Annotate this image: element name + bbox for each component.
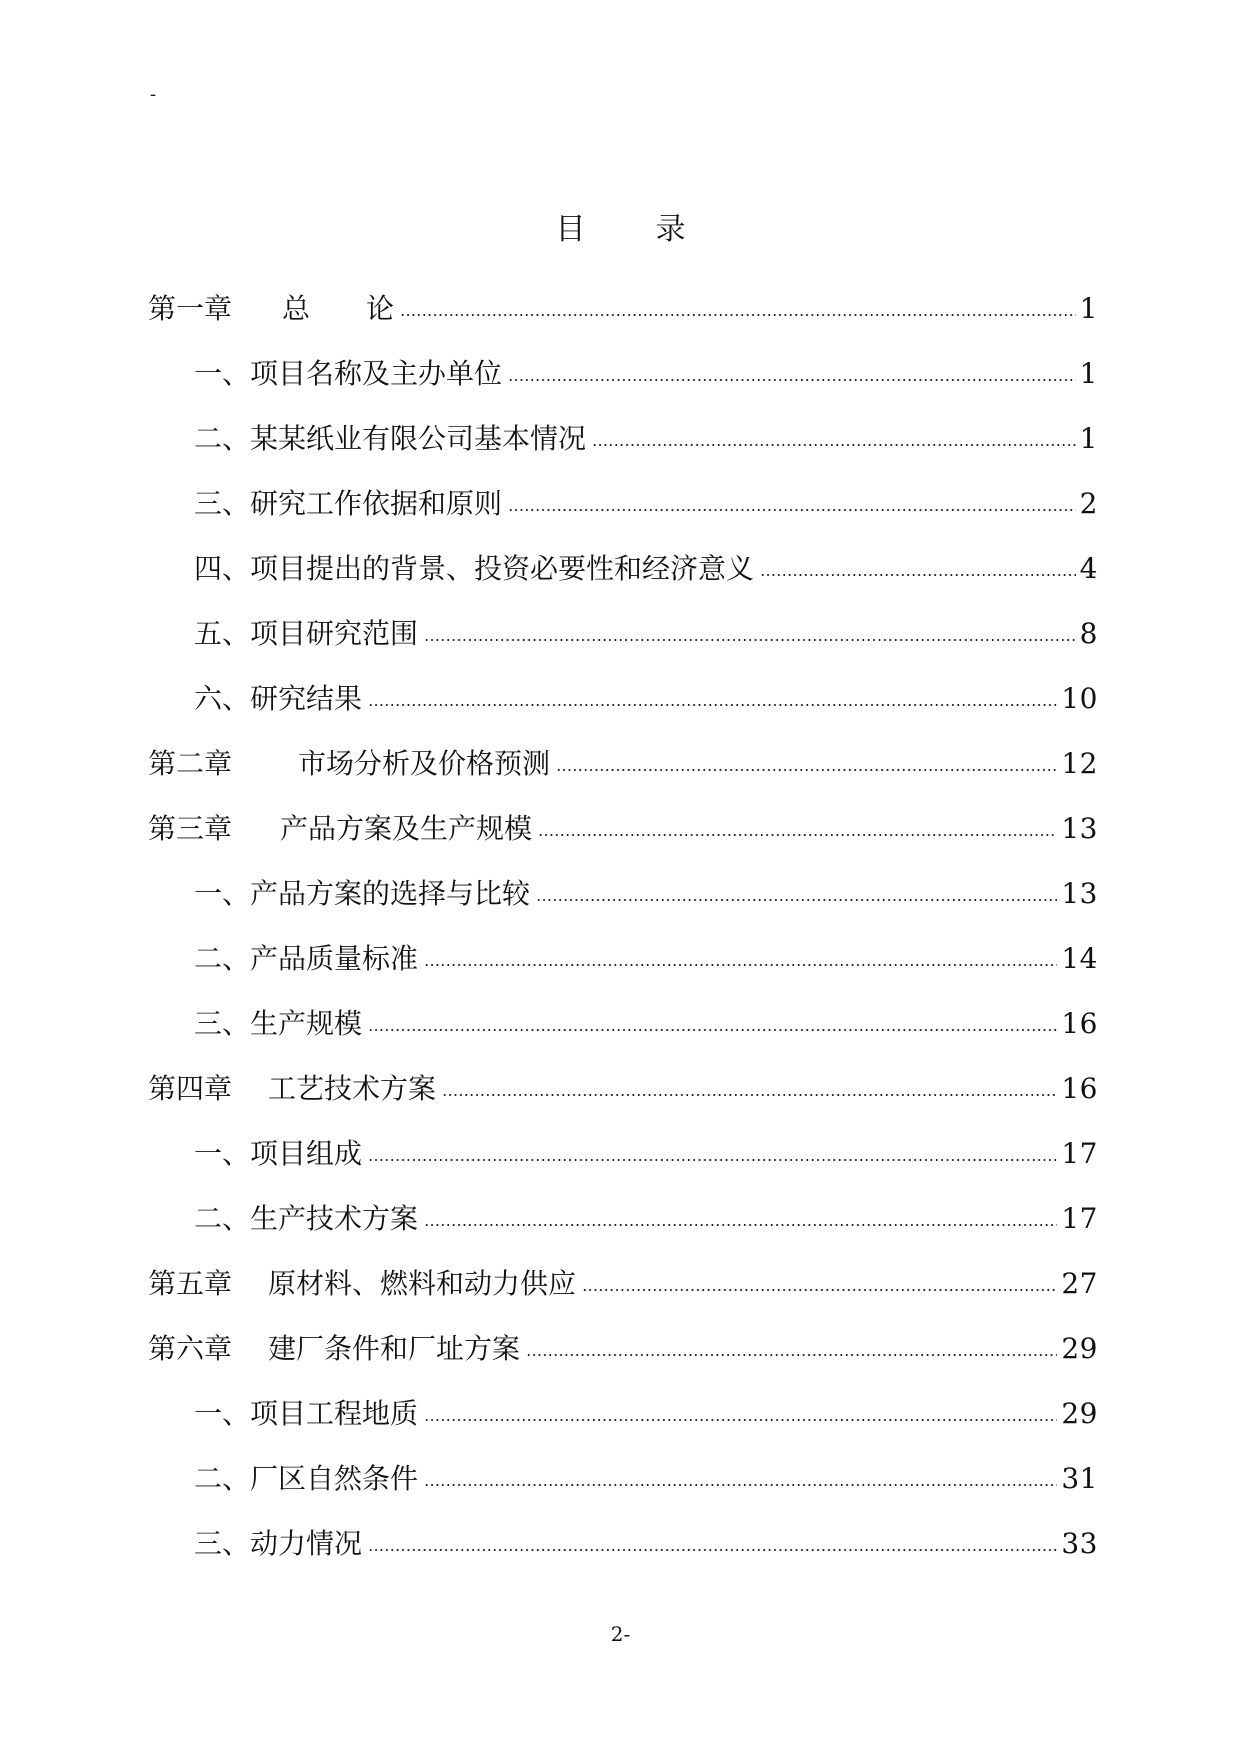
toc-page-number: 29 xyxy=(1061,1396,1098,1430)
toc-entry-text xyxy=(194,357,502,391)
toc-chapter-entry[interactable] xyxy=(148,1251,1098,1316)
dot-leader xyxy=(508,509,1076,511)
section-title: 四、项目提出的背景、投资必要性和经济意义 xyxy=(194,551,755,585)
toc-section-entry[interactable] xyxy=(148,1381,1098,1446)
toc-chapter-entry[interactable] xyxy=(148,731,1098,796)
toc-chapter-entry[interactable] xyxy=(148,1316,1098,1381)
section-title: 三、生产规模 xyxy=(194,1006,363,1040)
section-title: 一、项目名称及主办单位 xyxy=(194,356,503,390)
chapter-title: 原材料、燃料和动力供应 xyxy=(268,1266,577,1300)
toc-entry-text xyxy=(194,877,530,911)
toc-entry-text xyxy=(148,1072,436,1106)
dot-leader xyxy=(368,1159,1057,1161)
toc-entry-text xyxy=(148,747,550,781)
toc-page-number: 33 xyxy=(1061,1526,1098,1560)
toc-chapter-entry[interactable] xyxy=(148,796,1098,861)
dot-leader xyxy=(424,1419,1057,1421)
chapter-title: 市场分析及价格预测 xyxy=(298,746,551,780)
dot-leader xyxy=(556,769,1057,771)
dot-leader xyxy=(368,1549,1057,1551)
toc-entry-text xyxy=(194,552,754,586)
dot-leader xyxy=(508,379,1076,381)
toc-page-number: 1 xyxy=(1079,421,1098,455)
toc-page-number: 13 xyxy=(1061,876,1098,910)
dot-leader xyxy=(368,1029,1057,1031)
toc-entry-text xyxy=(194,617,418,651)
dot-leader xyxy=(442,1094,1057,1096)
toc-entry-text xyxy=(148,1332,520,1366)
toc-page-number: 2 xyxy=(1079,486,1098,520)
toc-entry-text xyxy=(194,1202,418,1236)
toc-title xyxy=(0,212,1241,248)
toc-page-number: 10 xyxy=(1061,681,1098,715)
toc-page-number: 1 xyxy=(1079,291,1098,325)
section-title: 三、研究工作依据和原则 xyxy=(194,486,503,520)
toc-page-number: 1 xyxy=(1079,356,1098,390)
section-title: 一、项目工程地质 xyxy=(194,1396,419,1430)
toc-entry-text xyxy=(194,1462,418,1496)
toc-entry-text xyxy=(148,292,394,326)
dot-leader xyxy=(424,964,1057,966)
toc-chapter-entry[interactable] xyxy=(148,276,1098,341)
toc-section-entry[interactable] xyxy=(148,1446,1098,1511)
dot-leader xyxy=(592,444,1076,446)
dot-leader xyxy=(582,1289,1057,1291)
toc-entry-text xyxy=(194,682,362,716)
toc-section-entry[interactable] xyxy=(148,1121,1098,1186)
toc-entry-text xyxy=(194,1137,362,1171)
toc-title-part1: 目 xyxy=(555,212,586,247)
toc-section-entry[interactable] xyxy=(148,601,1098,666)
toc-list xyxy=(148,276,1098,1576)
section-title: 六、研究结果 xyxy=(194,681,363,715)
chapter-title: 产品方案及生产规模 xyxy=(280,811,533,845)
toc-section-entry[interactable] xyxy=(148,471,1098,536)
toc-section-entry[interactable] xyxy=(148,991,1098,1056)
toc-page-number: 17 xyxy=(1061,1201,1098,1235)
toc-entry-text xyxy=(148,1267,576,1301)
chapter-title: 建厂条件和厂址方案 xyxy=(268,1331,521,1365)
dot-leader xyxy=(424,1484,1057,1486)
chapter-number: 第四章 xyxy=(148,1071,233,1105)
chapter-title: 工艺技术方案 xyxy=(268,1071,437,1105)
toc-section-entry[interactable] xyxy=(148,536,1098,601)
toc-chapter-entry[interactable] xyxy=(148,1056,1098,1121)
dot-leader xyxy=(526,1354,1057,1356)
chapter-title: 总 论 xyxy=(282,291,395,325)
dot-leader xyxy=(424,639,1076,641)
toc-page-number: 31 xyxy=(1061,1461,1098,1495)
toc-entry-text xyxy=(148,812,532,846)
toc-section-entry[interactable] xyxy=(148,861,1098,926)
section-title: 一、产品方案的选择与比较 xyxy=(194,876,531,910)
dot-leader xyxy=(400,314,1076,316)
toc-title-part2: 录 xyxy=(655,212,686,247)
toc-page-number: 16 xyxy=(1061,1006,1098,1040)
chapter-number: 第五章 xyxy=(148,1266,233,1300)
toc-page-number: 16 xyxy=(1061,1071,1098,1105)
chapter-number: 第六章 xyxy=(148,1331,233,1365)
toc-section-entry[interactable] xyxy=(148,1186,1098,1251)
dot-leader xyxy=(760,574,1076,576)
chapter-number: 第二章 xyxy=(148,746,233,780)
footer-page-number: 2- xyxy=(610,1622,631,1646)
section-title: 二、厂区自然条件 xyxy=(194,1461,419,1495)
toc-entry-text xyxy=(194,942,418,976)
toc-entry-text xyxy=(194,487,502,521)
section-title: 二、某某纸业有限公司基本情况 xyxy=(194,421,587,455)
toc-page-number: 17 xyxy=(1061,1136,1098,1170)
chapter-number: 第一章 xyxy=(148,291,233,325)
toc-section-entry[interactable] xyxy=(148,1511,1098,1576)
toc-page-number: 27 xyxy=(1061,1266,1098,1300)
dot-leader xyxy=(424,1224,1057,1226)
toc-page-number: 4 xyxy=(1079,551,1098,585)
section-title: 二、产品质量标准 xyxy=(194,941,419,975)
section-title: 五、项目研究范围 xyxy=(194,616,419,650)
toc-page-number: 14 xyxy=(1061,941,1098,975)
toc-section-entry[interactable] xyxy=(148,666,1098,731)
toc-page-number: 29 xyxy=(1061,1331,1098,1365)
dot-leader xyxy=(536,899,1057,901)
toc-page-number: 12 xyxy=(1061,746,1098,780)
toc-entry-text xyxy=(194,1527,362,1561)
toc-section-entry[interactable] xyxy=(148,341,1098,406)
toc-page-number: 13 xyxy=(1061,811,1098,845)
toc-page-number: 8 xyxy=(1079,616,1098,650)
header-mark: - xyxy=(150,84,157,105)
toc-section-entry[interactable] xyxy=(148,406,1098,471)
section-title: 二、生产技术方案 xyxy=(194,1201,419,1235)
toc-section-entry[interactable] xyxy=(148,926,1098,991)
toc-entry-text xyxy=(194,422,586,456)
toc-entry-text xyxy=(194,1397,418,1431)
toc-entry-text xyxy=(194,1007,362,1041)
dot-leader xyxy=(368,704,1057,706)
section-title: 三、动力情况 xyxy=(194,1526,363,1560)
dot-leader xyxy=(538,834,1057,836)
section-title: 一、项目组成 xyxy=(194,1136,363,1170)
chapter-number: 第三章 xyxy=(148,811,233,845)
